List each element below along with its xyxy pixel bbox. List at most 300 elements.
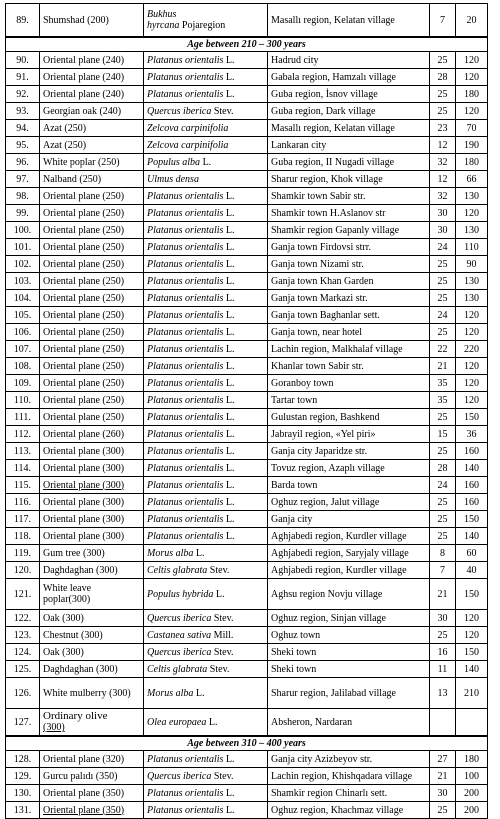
diameter-value: 66 [456, 171, 488, 188]
table-row [6, 171, 488, 188]
scientific-author: L. [225, 428, 235, 440]
table-row [6, 392, 488, 409]
row-number: 94. [6, 120, 40, 137]
scientific-name [144, 627, 268, 644]
common-name: Oriental plane (250) [40, 273, 144, 290]
table-row [6, 751, 488, 768]
scientific-name-text: Zelcova carpinifolia [147, 122, 229, 134]
location: Ganja town Markazi str. [268, 290, 430, 307]
scientific-name-text: Celtis glabrata [147, 663, 208, 675]
location: Goranboy town [268, 375, 430, 392]
location: Aghsu region Novju village [268, 579, 430, 610]
table-row [6, 768, 488, 785]
scientific-author: Stev. [213, 646, 234, 658]
common-name: Daghdaghan (300) [40, 661, 144, 678]
location: Sheki town [268, 661, 430, 678]
scientific-name [144, 661, 268, 678]
diameter-value: 160 [456, 494, 488, 511]
height-value [430, 709, 456, 737]
table-row [6, 802, 488, 819]
scientific-name-text: Platanus orientalis [147, 377, 224, 389]
diameter-value: 150 [456, 644, 488, 661]
scientific-name [144, 511, 268, 528]
common-name: Oriental plane (250) [40, 239, 144, 256]
scientific-name [144, 375, 268, 392]
common-name: Shumshad (200) [40, 4, 144, 38]
diameter-value: 40 [456, 562, 488, 579]
height-value: 25 [430, 103, 456, 120]
location: Ganja city Azizbeyov str. [268, 751, 430, 768]
height-value: 25 [430, 494, 456, 511]
scientific-name [144, 52, 268, 69]
common-name: White poplar (250) [40, 154, 144, 171]
height-value: 24 [430, 239, 456, 256]
scientific-author: L. [225, 326, 235, 338]
common-name: Oak (300) [40, 644, 144, 661]
row-number: 117. [6, 511, 40, 528]
scientific-author: L. [225, 275, 235, 287]
height-value: 12 [430, 137, 456, 154]
diameter-value: 120 [456, 358, 488, 375]
scientific-name [144, 768, 268, 785]
row-number: 97. [6, 171, 40, 188]
diameter-value: 70 [456, 120, 488, 137]
scientific-name [144, 273, 268, 290]
diameter-value: 130 [456, 290, 488, 307]
row-number: 130. [6, 785, 40, 802]
scientific-author: L. [208, 716, 218, 728]
row-number: 99. [6, 205, 40, 222]
location: Barda town [268, 477, 430, 494]
location: Sharur region, Jalilabad village [268, 678, 430, 709]
scientific-name-text: Platanus orientalis [147, 479, 224, 491]
row-number: 114. [6, 460, 40, 477]
scientific-name-text: Quercus iberica [147, 612, 212, 624]
diameter-value: 130 [456, 222, 488, 239]
scientific-author: L. [225, 360, 235, 372]
scientific-author: L. [225, 258, 235, 270]
scientific-name [144, 709, 268, 737]
common-name: Oriental plane (300) [40, 528, 144, 545]
scientific-name-text: Platanus orientalis [147, 207, 224, 219]
height-value: 30 [430, 222, 456, 239]
row-number: 108. [6, 358, 40, 375]
scientific-author: Stev. [213, 105, 234, 117]
row-number: 125. [6, 661, 40, 678]
scientific-name-text: Platanus orientalis [147, 190, 224, 202]
scientific-name-text: Olea europaea [147, 716, 207, 728]
scientific-name-text: Platanus orientalis [147, 428, 224, 440]
scientific-author: L. [195, 687, 205, 699]
table-row [6, 205, 488, 222]
scientific-name-text: Platanus orientalis [147, 241, 224, 253]
scientific-name-text: Celtis glabrata [147, 564, 208, 576]
location: Guba region, İsnov village [268, 86, 430, 103]
diameter-value: 200 [456, 802, 488, 819]
location: Lachin region, Khishqadara village [268, 768, 430, 785]
diameter-value: 100 [456, 768, 488, 785]
diameter-value: 120 [456, 307, 488, 324]
location: Oghuz region, Khachmaz village [268, 802, 430, 819]
row-number: 91. [6, 69, 40, 86]
row-number: 127. [6, 709, 40, 737]
table-row [6, 52, 488, 69]
scientific-author: L. [225, 411, 235, 423]
row-number: 101. [6, 239, 40, 256]
scientific-name [144, 154, 268, 171]
row-number: 119. [6, 545, 40, 562]
scientific-name [144, 579, 268, 610]
height-value: 16 [430, 644, 456, 661]
height-value: 25 [430, 324, 456, 341]
location: Shamkir region Gapanly village [268, 222, 430, 239]
scientific-name [144, 188, 268, 205]
common-name-age: (300) [43, 722, 65, 733]
diameter-value: 220 [456, 341, 488, 358]
scientific-name [144, 392, 268, 409]
table-row [6, 69, 488, 86]
height-value: 8 [430, 545, 456, 562]
common-name: Oriental plane (300) [40, 511, 144, 528]
diameter-value: 160 [456, 443, 488, 460]
scientific-name [144, 751, 268, 768]
row-number: 126. [6, 678, 40, 709]
table-row [6, 494, 488, 511]
scientific-author: L. [225, 445, 235, 457]
scientific-author: L. [225, 804, 235, 816]
scientific-author: L. [225, 71, 235, 83]
height-value: 35 [430, 392, 456, 409]
common-name: Oriental plane (250) [40, 324, 144, 341]
scientific-name-text: Platanus orientalis [147, 753, 224, 765]
common-name: Oriental plane (300) [40, 443, 144, 460]
location: Guba region, Dark village [268, 103, 430, 120]
scientific-name-text: Zelcova carpinifolia [147, 139, 229, 151]
diameter-value: 130 [456, 273, 488, 290]
table-row [6, 358, 488, 375]
scientific-name [144, 256, 268, 273]
scientific-author: L. [225, 309, 235, 321]
scientific-name-text: Platanus orientalis [147, 309, 224, 321]
row-number: 104. [6, 290, 40, 307]
location: Jabrayil region, «Yel piri» [268, 426, 430, 443]
diameter-value: 90 [456, 256, 488, 273]
table-row [6, 409, 488, 426]
common-name: Oriental plane (240) [40, 52, 144, 69]
row-number: 96. [6, 154, 40, 171]
common-name: Gurcu palıdı (350) [40, 768, 144, 785]
scientific-author: Stev. [209, 663, 230, 675]
row-number: 112. [6, 426, 40, 443]
scientific-author: Mill. [213, 629, 234, 641]
diameter-value: 140 [456, 528, 488, 545]
table-row [6, 511, 488, 528]
location: Absheron, Nardaran [268, 709, 430, 737]
table-row [6, 137, 488, 154]
diameter-value: 110 [456, 239, 488, 256]
table-row [6, 528, 488, 545]
location: Masallı region, Kelatan village [268, 4, 430, 38]
scientific-name-text: Platanus orientalis [147, 343, 224, 355]
location: Gulustan region, Bashkend [268, 409, 430, 426]
location: Aghjabedi region, Kurdler village [268, 562, 430, 579]
scientific-name [144, 290, 268, 307]
scientific-author: L. [225, 241, 235, 253]
scientific-author: L. [225, 787, 235, 799]
common-name: Oriental plane (250) [40, 341, 144, 358]
height-value: 27 [430, 751, 456, 768]
table-row [6, 375, 488, 392]
row-number: 124. [6, 644, 40, 661]
scientific-name [144, 239, 268, 256]
scientific-name-text: Platanus orientalis [147, 258, 224, 270]
diameter-value: 120 [456, 103, 488, 120]
row-number: 93. [6, 103, 40, 120]
location: Tovuz region, Azaplı village [268, 460, 430, 477]
scientific-name [144, 324, 268, 341]
height-value: 32 [430, 188, 456, 205]
common-name: Oriental plane (350) [40, 802, 144, 819]
scientific-author: Stev. [213, 770, 234, 782]
scientific-name [144, 477, 268, 494]
scientific-name [144, 610, 268, 627]
height-value: 7 [430, 4, 456, 38]
height-value: 30 [430, 610, 456, 627]
row-number: 106. [6, 324, 40, 341]
scientific-author: L. [225, 377, 235, 389]
location: Ganja city Japaridze str. [268, 443, 430, 460]
table-row [6, 307, 488, 324]
diameter-value: 20 [456, 4, 488, 38]
table-row [6, 709, 488, 737]
height-value: 13 [430, 678, 456, 709]
location: Ganja town Khan Garden [268, 273, 430, 290]
scientific-author: L. [202, 156, 212, 168]
location: Oghuz region, Sinjan village [268, 610, 430, 627]
height-value: 21 [430, 768, 456, 785]
location: Lachin region, Malkhalaf village [268, 341, 430, 358]
scientific-name-text: Platanus orientalis [147, 394, 224, 406]
height-value: 23 [430, 120, 456, 137]
scientific-name [144, 545, 268, 562]
height-value: 7 [430, 562, 456, 579]
common-name: White leave poplar(300) [40, 579, 144, 610]
scientific-name-text: Platanus orientalis [147, 513, 224, 525]
row-number: 98. [6, 188, 40, 205]
row-number: 102. [6, 256, 40, 273]
scientific-name-text: Quercus iberica [147, 770, 212, 782]
diameter-value: 160 [456, 477, 488, 494]
table-row [6, 443, 488, 460]
common-name: Oriental plane (300) [40, 477, 144, 494]
common-name: Oriental plane (250) [40, 188, 144, 205]
common-name: Oriental plane (300) [40, 460, 144, 477]
section-heading: Age between 210 – 300 years [6, 37, 488, 52]
trees-table [5, 3, 488, 819]
diameter-value: 190 [456, 137, 488, 154]
table-row [6, 610, 488, 627]
scientific-name-text: Morus alba [147, 687, 194, 699]
scientific-name-text: Bukhus [147, 9, 177, 20]
scientific-name [144, 86, 268, 103]
table-row [6, 477, 488, 494]
common-name [40, 709, 144, 737]
location: Hadrud city [268, 52, 430, 69]
location: Shamkir town Sabir str. [268, 188, 430, 205]
common-name: Oriental plane (250) [40, 222, 144, 239]
common-name: Georgian oak (240) [40, 103, 144, 120]
location: Shamkir town H.Aslanov str [268, 205, 430, 222]
scientific-name-text: hyrcana [147, 20, 180, 31]
diameter-value: 150 [456, 511, 488, 528]
scientific-author: L. [225, 343, 235, 355]
height-value: 11 [430, 661, 456, 678]
common-name: Oriental plane (250) [40, 358, 144, 375]
table-row [6, 188, 488, 205]
diameter-value: 120 [456, 205, 488, 222]
scientific-name-text: Platanus orientalis [147, 530, 224, 542]
common-name-text: Ordinary olive [43, 710, 108, 722]
row-number: 89. [6, 4, 40, 38]
table-row [6, 273, 488, 290]
row-number: 113. [6, 443, 40, 460]
height-value: 22 [430, 341, 456, 358]
table-row [6, 324, 488, 341]
table-row [6, 627, 488, 644]
common-name: Oak (300) [40, 610, 144, 627]
scientific-name [144, 409, 268, 426]
height-value: 28 [430, 69, 456, 86]
scientific-author: L. [225, 479, 235, 491]
table-row [6, 154, 488, 171]
scientific-name-text: Platanus orientalis [147, 445, 224, 457]
common-name: Oriental plane (250) [40, 307, 144, 324]
scientific-author: L. [225, 190, 235, 202]
diameter-value: 120 [456, 392, 488, 409]
table-row [6, 785, 488, 802]
scientific-author: L. [195, 547, 205, 559]
row-number: 115. [6, 477, 40, 494]
height-value: 25 [430, 290, 456, 307]
common-name: Nalband (250) [40, 171, 144, 188]
scientific-name [144, 678, 268, 709]
height-value: 25 [430, 627, 456, 644]
height-value: 25 [430, 273, 456, 290]
height-value: 25 [430, 256, 456, 273]
diameter-value: 140 [456, 460, 488, 477]
scientific-author: L. [225, 513, 235, 525]
scientific-name [144, 307, 268, 324]
scientific-name [144, 341, 268, 358]
location: Ganja town Firdovsi strr. [268, 239, 430, 256]
row-number: 109. [6, 375, 40, 392]
location: Tartar town [268, 392, 430, 409]
diameter-value: 120 [456, 324, 488, 341]
section-heading: Age between 310 – 400 years [6, 736, 488, 751]
table-row [6, 120, 488, 137]
height-value: 25 [430, 511, 456, 528]
scientific-name-text: Castanea sativa [147, 629, 212, 641]
row-number: 107. [6, 341, 40, 358]
section-row-310-400 [6, 736, 488, 751]
row-number: 123. [6, 627, 40, 644]
scientific-name-text: Platanus orientalis [147, 411, 224, 423]
table-row [6, 661, 488, 678]
location: Masallı region, Kelatan village [268, 120, 430, 137]
common-name: Oriental plane (300) [40, 494, 144, 511]
location: Aghjabedi region, Kurdler village [268, 528, 430, 545]
scientific-name [144, 443, 268, 460]
scientific-name-text: Platanus orientalis [147, 292, 224, 304]
height-value: 25 [430, 86, 456, 103]
scientific-name [144, 222, 268, 239]
table-row [6, 222, 488, 239]
height-value: 25 [430, 528, 456, 545]
height-value: 25 [430, 409, 456, 426]
location: Ganja town Nizami str. [268, 256, 430, 273]
common-name: Oriental plane (260) [40, 426, 144, 443]
table-row [6, 644, 488, 661]
row-number: 103. [6, 273, 40, 290]
height-value: 30 [430, 785, 456, 802]
scientific-author: L. [225, 462, 235, 474]
height-value: 25 [430, 52, 456, 69]
location: Ganja town Baghanlar sett. [268, 307, 430, 324]
height-value: 32 [430, 154, 456, 171]
diameter-value: 180 [456, 751, 488, 768]
common-name: Oriental plane (240) [40, 86, 144, 103]
height-value: 25 [430, 443, 456, 460]
scientific-author: L. [225, 292, 235, 304]
common-name: Azat (250) [40, 120, 144, 137]
diameter-value: 120 [456, 610, 488, 627]
scientific-name [144, 69, 268, 86]
scientific-author: L. [225, 753, 235, 765]
location: Lankaran city [268, 137, 430, 154]
diameter-value: 60 [456, 545, 488, 562]
scientific-name [144, 358, 268, 375]
scientific-name-text: Platanus orientalis [147, 804, 224, 816]
scientific-name-text: Platanus orientalis [147, 360, 224, 372]
scientific-name [144, 785, 268, 802]
row-number: 105. [6, 307, 40, 324]
common-name: Oriental plane (350) [40, 785, 144, 802]
scientific-name [144, 120, 268, 137]
diameter-value: 180 [456, 86, 488, 103]
section-row-210-300 [6, 37, 488, 52]
height-value: 21 [430, 579, 456, 610]
common-name: Oriental plane (250) [40, 409, 144, 426]
scientific-name [144, 103, 268, 120]
common-name: Oriental plane (240) [40, 69, 144, 86]
scientific-name-text: Platanus orientalis [147, 326, 224, 338]
location: Sharur region, Khok village [268, 171, 430, 188]
scientific-name-text: Platanus orientalis [147, 275, 224, 287]
scientific-author: L. [225, 224, 235, 236]
location: Sheki town [268, 644, 430, 661]
height-value: 24 [430, 307, 456, 324]
table-row [6, 579, 488, 610]
table-row [6, 86, 488, 103]
scientific-name-text: Platanus orientalis [147, 71, 224, 83]
location: Khanlar town Sabir str. [268, 358, 430, 375]
location: Aghjabedi region, Saryjaly village [268, 545, 430, 562]
row-number: 100. [6, 222, 40, 239]
diameter-value: 180 [456, 154, 488, 171]
scientific-name [144, 171, 268, 188]
row-number: 118. [6, 528, 40, 545]
diameter-value: 150 [456, 409, 488, 426]
